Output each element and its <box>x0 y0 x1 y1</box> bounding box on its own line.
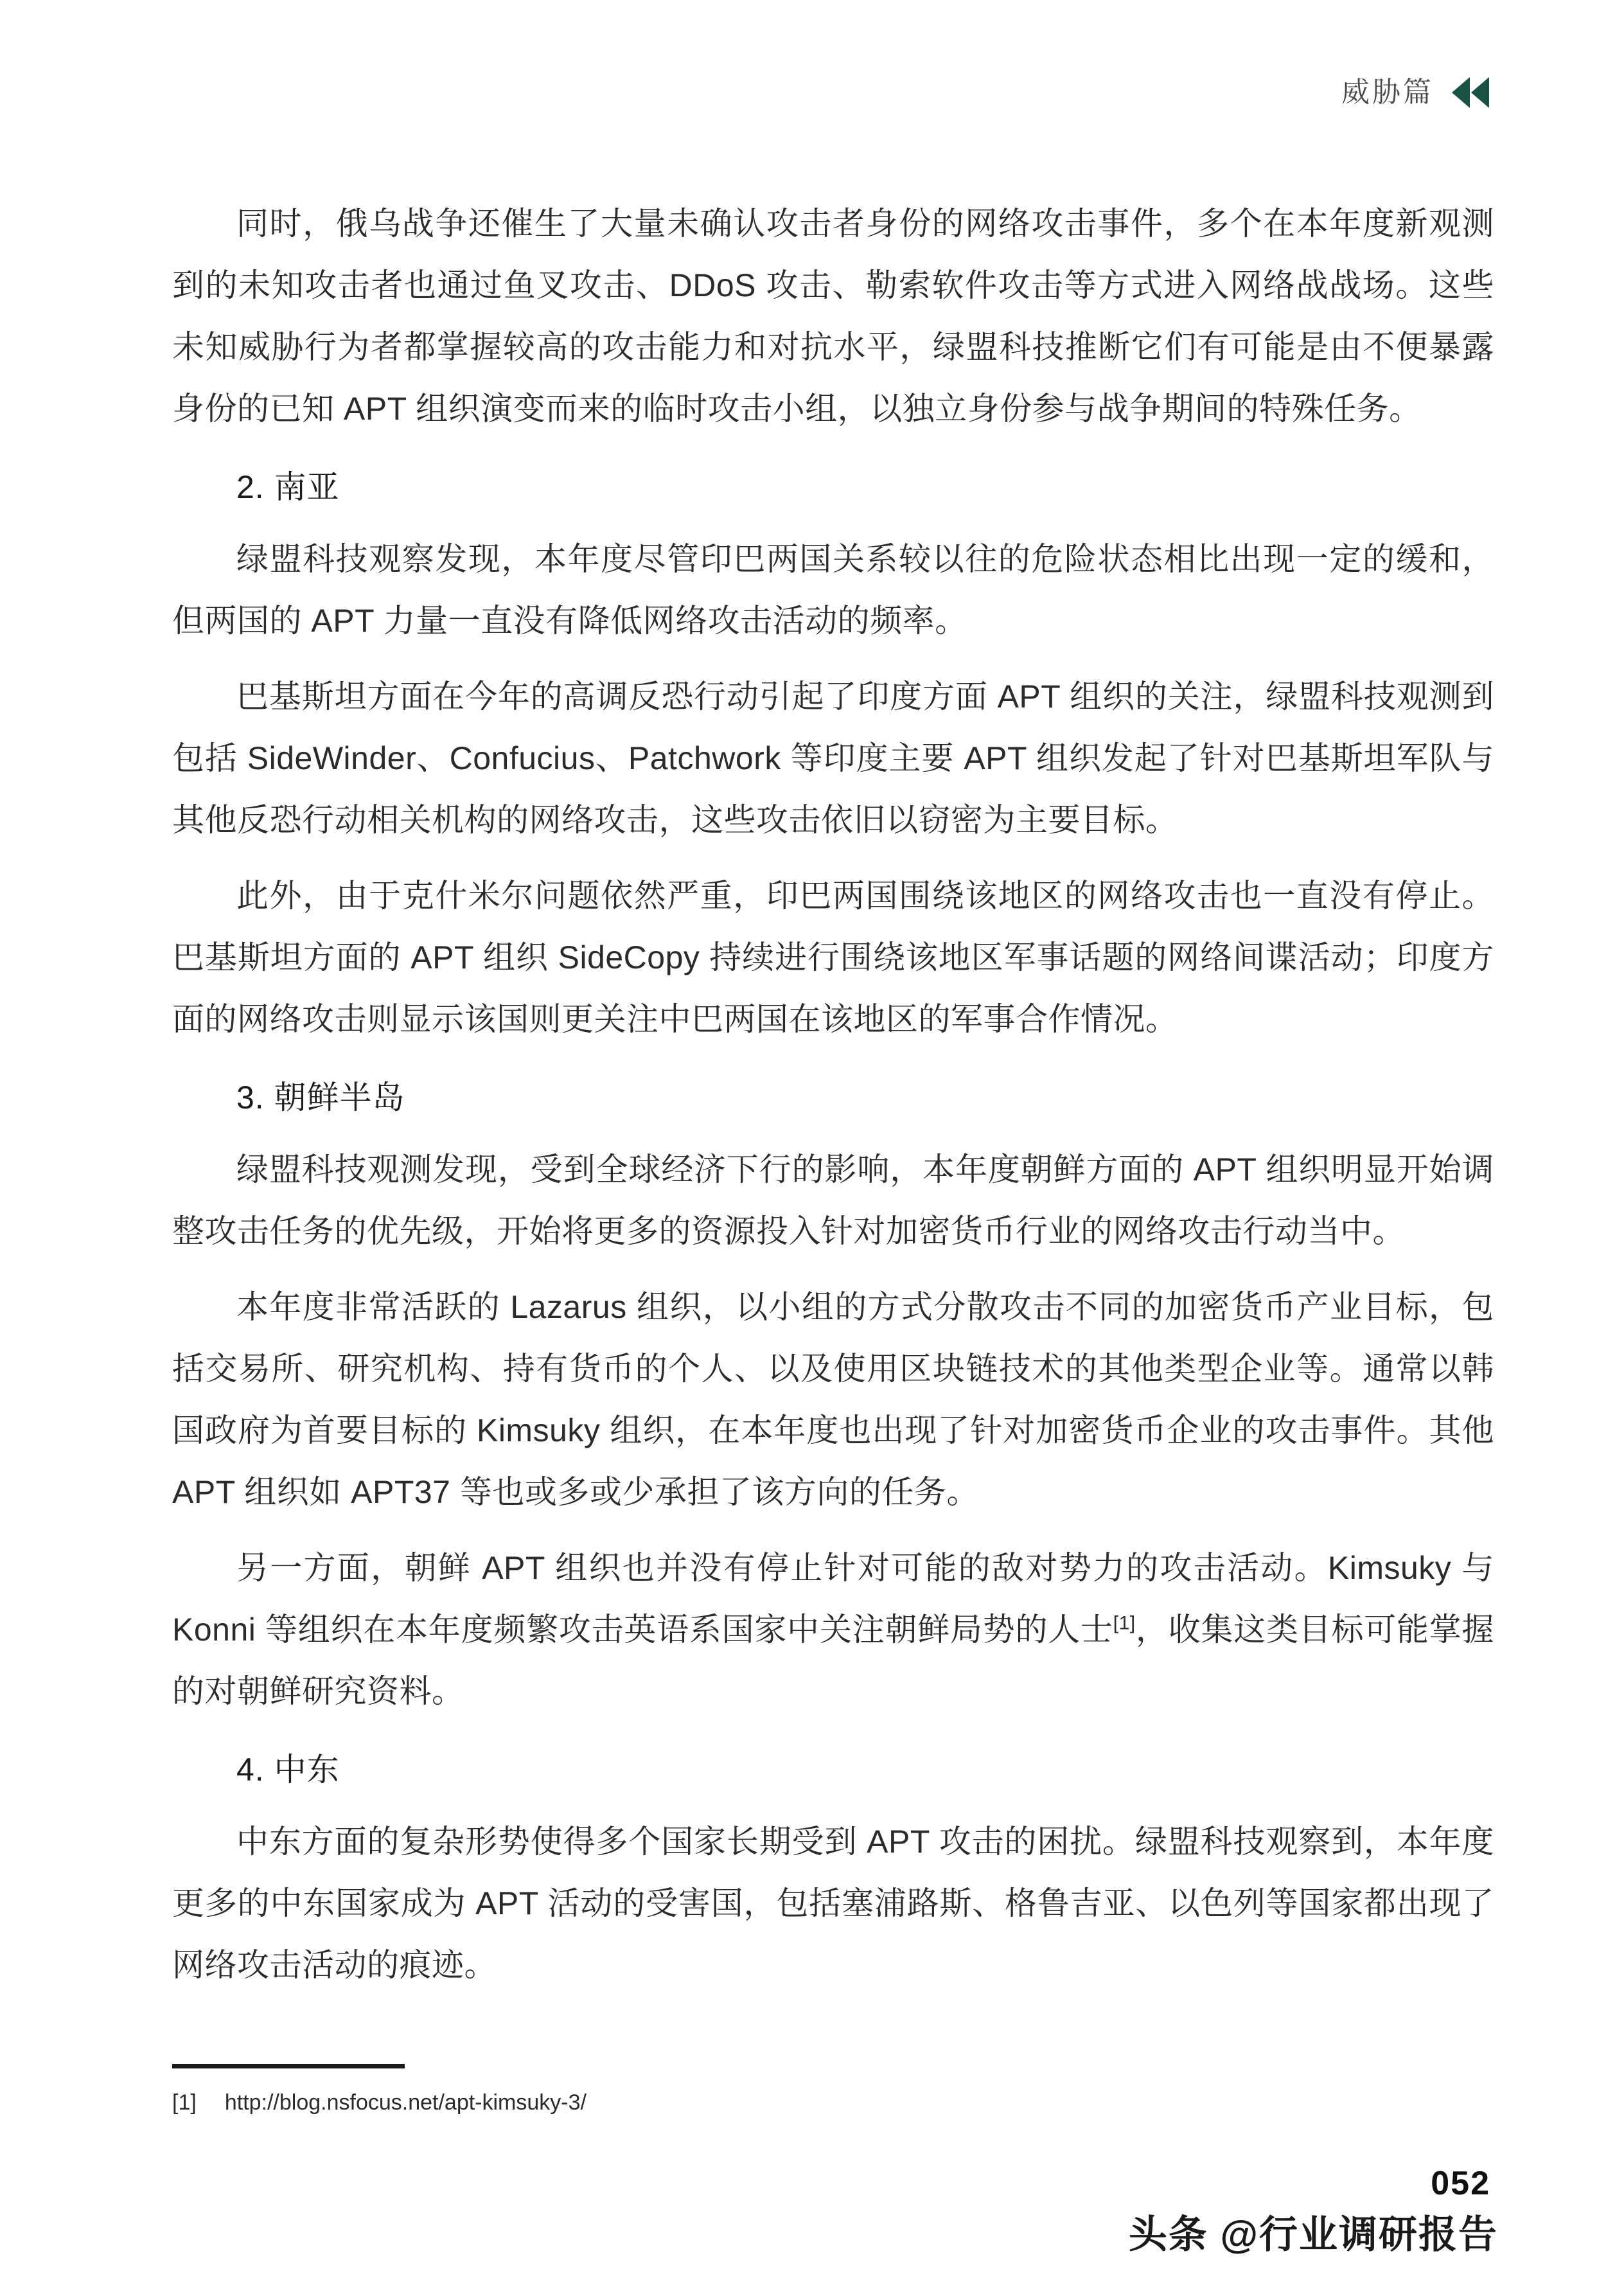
section-heading-middle-east: 4. 中东 <box>236 1752 340 1788</box>
paragraph-south-asia-1: 绿盟科技观察发现，本年度尽管印巴两国关系较以往的危险状态相比出现一定的缓和，但两国的 APT 力量一直没有降低网络攻击活动的频率。 <box>172 541 1494 639</box>
footnote-item <box>172 2088 1494 2117</box>
rewind-double-left-icon <box>1451 76 1490 109</box>
paragraph-korea-2: 本年度非常活跃的 Lazarus 组织，以小组的方式分散攻击不同的加密货币产业目标，包括交易所、研究机构、持有货币的个人、以及使用区块链技术的其他类型企业等。通常以韩国政府为首要目标的 Kimsuky 组织，在本年度也出现了针对加密货币企业的攻击事件。其他 APT 组织如 APT37 等也或多或少承担了该方向的任务。 <box>172 1289 1494 1510</box>
paragraph-korea-3-before: 另一方面，朝鲜 APT 组织也并没有停止针对可能的敌对势力的攻击活动。Kimsuky 与 Konni 等组织在本年度频繁攻击英语系国家中关注朝鲜局势的人士 <box>172 1550 1494 1648</box>
paragraph-korea-1: 绿盟科技观测发现，受到全球经济下行的影响，本年度朝鲜方面的 APT 组织明显开始调整攻击任务的优先级，开始将更多的资源投入针对加密货币行业的网络攻击行动当中。 <box>172 1151 1494 1249</box>
footnote-url[interactable]: http://blog.nsfocus.net/apt-kimsuky-3/ <box>224 2090 587 2115</box>
running-header <box>1341 76 1490 109</box>
paragraph-middle-east-1: 中东方面的复杂形势使得多个国家长期受到 APT 攻击的困扰。绿盟科技观察到，本年度更多的中东国家成为 APT 活动的受害国，包括塞浦路斯、格鲁吉亚、以色列等国家都出现了网络攻击活动的痕迹。 <box>172 1824 1494 1983</box>
paragraph-korea-3-after: ，收集这类目标可能掌握的对朝鲜研究资料。 <box>172 1612 1494 1709</box>
running-header-title: 威胁篇 <box>1341 76 1434 108</box>
footnote-marker: [1] <box>172 2090 197 2115</box>
section-heading-korean-peninsula: 3. 朝鲜半岛 <box>236 1080 405 1116</box>
watermark: 头条 @行业调研报告 <box>1128 2213 1498 2256</box>
footnote-separator-rule <box>172 2064 405 2068</box>
footnote-area <box>172 2064 1494 2117</box>
paragraph-south-asia-2: 巴基斯坦方面在今年的高调反恐行动引起了印度方面 APT 组织的关注，绿盟科技观测到包括 SideWinder、Confucius、Patchwork 等印度主要 APT 组织发起了针对巴基斯坦军队与其他反恐行动相关机构的网络攻击，这些攻击依旧以窃密为主要目标。 <box>172 679 1494 838</box>
paragraph-korea-3 <box>172 1537 1494 1722</box>
footnote-reference-1[interactable]: [1] <box>1113 1612 1136 1634</box>
body-column <box>172 193 1494 2005</box>
paragraph-intro: 同时，俄乌战争还催生了大量未确认攻击者身份的网络攻击事件，多个在本年度新观测到的未知攻击者也通过鱼叉攻击、DDoS 攻击、勒索软件攻击等方式进入网络战战场。这些未知威胁行为者都掌握较高的攻击能力和对抗水平，绿盟科技推断它们有可能是由不便暴露身份的已知 APT 组织演变而来的临时攻击小组，以独立身份参与战争期间的特殊任务。 <box>172 206 1494 427</box>
page-number: 052 <box>1431 2165 1490 2202</box>
paragraph-south-asia-3: 此外，由于克什米尔问题依然严重，印巴两国围绕该地区的网络攻击也一直没有停止。巴基斯坦方面的 APT 组织 SideCopy 持续进行围绕该地区军事话题的网络间谍活动；印度方面的网络攻击则显示该国则更关注中巴两国在该地区的军事合作情况。 <box>172 878 1494 1037</box>
section-heading-south-asia: 2. 南亚 <box>236 469 340 505</box>
